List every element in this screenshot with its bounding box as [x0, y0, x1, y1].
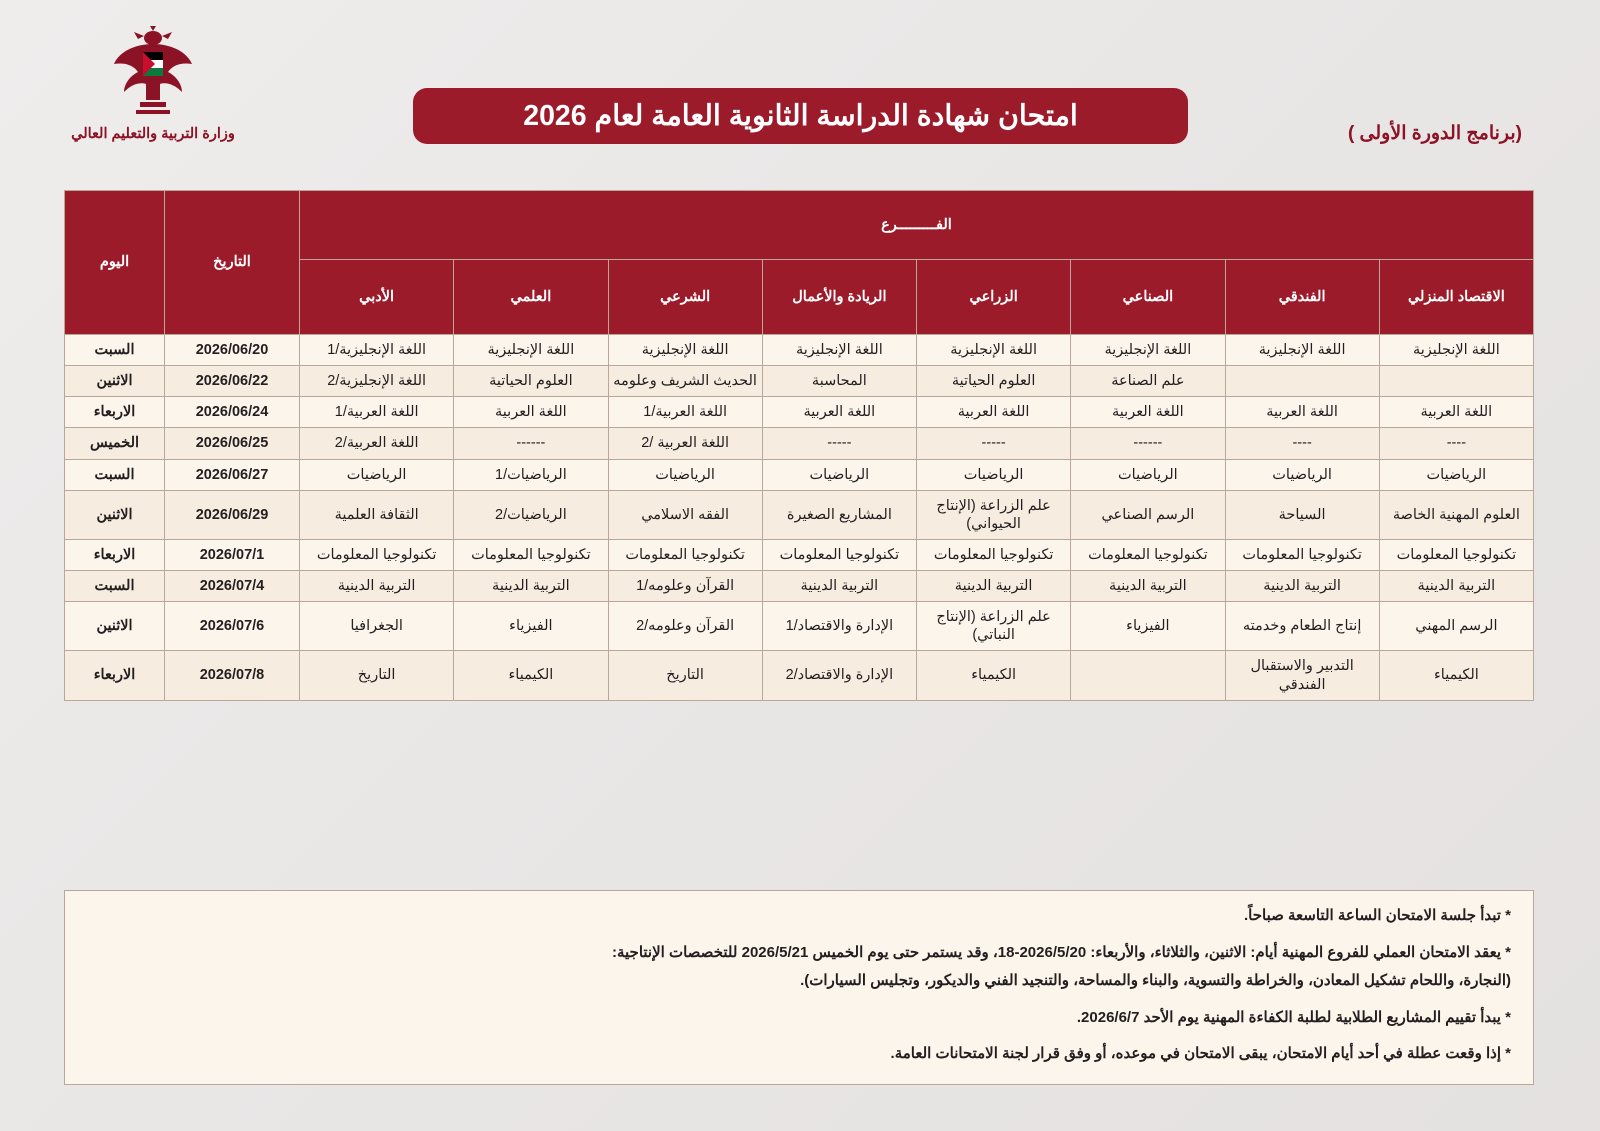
- cell-subject: القرآن وعلومه/1: [608, 571, 762, 602]
- cell-subject: التربية الدينية: [1225, 571, 1379, 602]
- cell-subject: الرياضيات: [917, 459, 1071, 490]
- note-line: * يبدأ تقييم المشاريع الطلابية لطلبة الكفاءة المهنية يوم الأحد 2026/6/7.: [1076, 1008, 1511, 1026]
- cell-subject: الرياضيات: [1225, 459, 1379, 490]
- branch-group-header: الفـــــــــرع: [300, 191, 1534, 260]
- cell-subject: اللغة العربية: [454, 397, 608, 428]
- table-row: [65, 490, 1534, 539]
- cell-subject: الإدارة والاقتصاد/2: [762, 651, 916, 700]
- round-label: (برنامج الدورة الأولى ): [1347, 123, 1522, 144]
- cell-subject: اللغة العربية: [762, 397, 916, 428]
- cell-subject: الرياضيات: [608, 459, 762, 490]
- day-column-header: اليوم: [65, 191, 165, 335]
- table-row: [65, 428, 1534, 459]
- cell-date: 2026/06/22: [165, 366, 300, 397]
- branch-header-entrepreneurship: الريادة والأعمال: [762, 260, 916, 335]
- cell-subject: التربية الدينية: [300, 571, 454, 602]
- cell-subject: اللغة الإنجليزية: [608, 335, 762, 366]
- cell-subject: الثقافة العلمية: [300, 490, 454, 539]
- document-header: [0, 0, 1600, 180]
- cell-subject: اللغة العربية/1: [608, 397, 762, 428]
- cell-subject: تكنولوجيا المعلومات: [762, 539, 916, 570]
- ministry-name: وزارة التربية والتعليم العالي: [71, 126, 235, 142]
- cell-subject: [1225, 366, 1379, 397]
- cell-subject: تكنولوجيا المعلومات: [917, 539, 1071, 570]
- table-row: [65, 602, 1534, 651]
- cell-subject: الفيزياء: [454, 602, 608, 651]
- ministry-block: [18, 22, 288, 142]
- cell-subject: اللغة العربية/2: [300, 428, 454, 459]
- cell-subject: السياحة: [1225, 490, 1379, 539]
- table-row: [65, 459, 1534, 490]
- cell-subject: الرياضيات: [1071, 459, 1225, 490]
- table-body: [65, 335, 1534, 701]
- cell-subject: التربية الدينية: [917, 571, 1071, 602]
- cell-subject: الرسم الصناعي: [1071, 490, 1225, 539]
- cell-subject: الرياضيات/1: [454, 459, 608, 490]
- cell-day: الاثنين: [65, 602, 165, 651]
- cell-subject: العلوم الحياتية: [454, 366, 608, 397]
- cell-subject: ------: [1071, 428, 1225, 459]
- cell-subject: العلوم الحياتية: [917, 366, 1071, 397]
- cell-subject: ------: [454, 428, 608, 459]
- cell-subject: المشاريع الصغيرة: [762, 490, 916, 539]
- branch-header-home-economics: الاقتصاد المنزلي: [1379, 260, 1533, 335]
- cell-subject: الكيمياء: [917, 651, 1071, 700]
- cell-subject: الرسم المهني: [1379, 602, 1533, 651]
- table-header-row-main: [65, 191, 1534, 260]
- cell-day: السبت: [65, 459, 165, 490]
- cell-day: الخميس: [65, 428, 165, 459]
- cell-subject: علم الزراعة (الإنتاج النباتي): [917, 602, 1071, 651]
- cell-subject: الحديث الشريف وعلومه: [608, 366, 762, 397]
- cell-subject: القرآن وعلومه/2: [608, 602, 762, 651]
- cell-subject: الرياضيات/2: [454, 490, 608, 539]
- cell-subject: الكيمياء: [1379, 651, 1533, 700]
- branch-header-literary: الأدبي: [300, 260, 454, 335]
- cell-subject: العلوم المهنية الخاصة: [1379, 490, 1533, 539]
- page-title: امتحان شهادة الدراسة الثانوية العامة لعام 2026: [523, 100, 1078, 132]
- branch-header-industrial: الصناعي: [1071, 260, 1225, 335]
- cell-subject: إنتاج الطعام وخدمته: [1225, 602, 1379, 651]
- cell-day: الاربعاء: [65, 651, 165, 700]
- cell-subject: اللغة الإنجليزية: [1225, 335, 1379, 366]
- cell-date: 2026/07/6: [165, 602, 300, 651]
- cell-subject: [1071, 651, 1225, 700]
- notes-box: [64, 890, 1534, 1085]
- cell-subject: اللغة العربية/1: [300, 397, 454, 428]
- cell-subject: علم الصناعة: [1071, 366, 1225, 397]
- cell-day: السبت: [65, 335, 165, 366]
- document-title-banner: [413, 88, 1188, 144]
- table-row: [65, 571, 1534, 602]
- cell-subject: التربية الدينية: [1071, 571, 1225, 602]
- cell-subject: تكنولوجيا المعلومات: [1379, 539, 1533, 570]
- cell-day: السبت: [65, 571, 165, 602]
- cell-subject: اللغة العربية: [1379, 397, 1533, 428]
- date-column-header: التاريخ: [165, 191, 300, 335]
- cell-subject: التاريخ: [300, 651, 454, 700]
- cell-subject: المحاسبة: [762, 366, 916, 397]
- cell-subject: اللغة العربية /2: [608, 428, 762, 459]
- cell-date: 2026/06/25: [165, 428, 300, 459]
- cell-subject: تكنولوجيا المعلومات: [608, 539, 762, 570]
- cell-subject: اللغة الإنجليزية: [1071, 335, 1225, 366]
- branch-header-hotel: الفندقي: [1225, 260, 1379, 335]
- cell-subject: ----: [1225, 428, 1379, 459]
- cell-date: 2026/07/1: [165, 539, 300, 570]
- cell-subject: الفقه الاسلامي: [608, 490, 762, 539]
- cell-subject: الرياضيات: [762, 459, 916, 490]
- cell-subject: التدبير والاستقبال الفندقي: [1225, 651, 1379, 700]
- branch-header-sharia: الشرعي: [608, 260, 762, 335]
- branch-header-scientific: العلمي: [454, 260, 608, 335]
- cell-subject: تكنولوجيا المعلومات: [1071, 539, 1225, 570]
- cell-subject: -----: [917, 428, 1071, 459]
- cell-subject: اللغة الإنجليزية: [917, 335, 1071, 366]
- exam-schedule-table-wrap: [64, 190, 1534, 701]
- table-row: [65, 335, 1534, 366]
- cell-subject: التاريخ: [608, 651, 762, 700]
- table-row: [65, 539, 1534, 570]
- cell-subject: الكيمياء: [454, 651, 608, 700]
- cell-subject: ----: [1379, 428, 1533, 459]
- table-row: [65, 366, 1534, 397]
- cell-subject: التربية الدينية: [454, 571, 608, 602]
- cell-subject: تكنولوجيا المعلومات: [1225, 539, 1379, 570]
- cell-subject: الجغرافيا: [300, 602, 454, 651]
- cell-subject: تكنولوجيا المعلومات: [300, 539, 454, 570]
- cell-subject: اللغة الإنجليزية/1: [300, 335, 454, 366]
- cell-day: الاربعاء: [65, 539, 165, 570]
- cell-date: 2026/06/27: [165, 459, 300, 490]
- cell-subject: -----: [762, 428, 916, 459]
- cell-day: الاثنين: [65, 490, 165, 539]
- cell-subject: تكنولوجيا المعلومات: [454, 539, 608, 570]
- cell-day: الاربعاء: [65, 397, 165, 428]
- cell-subject: الرياضيات: [1379, 459, 1533, 490]
- cell-subject: الفيزياء: [1071, 602, 1225, 651]
- cell-day: الاثنين: [65, 366, 165, 397]
- cell-date: 2026/06/29: [165, 490, 300, 539]
- table-row: [65, 397, 1534, 428]
- note-line: (النجارة، واللحام تشكيل المعادن، والخراطة والتسوية، والبناء والمساحة، والتنجيد الفني والديكور، وتجليس السيارات).: [800, 972, 1511, 989]
- note-line: * إذا وقعت عطلة في أحد أيام الامتحان، يبقى الامتحان في موعده، أو وفق قرار لجنة الامتحانات العامة.: [890, 1045, 1511, 1062]
- branch-header-agricultural: الزراعي: [917, 260, 1071, 335]
- palestine-eagle-crest-icon: [110, 22, 196, 122]
- cell-date: 2026/06/20: [165, 335, 300, 366]
- cell-subject: اللغة الإنجليزية/2: [300, 366, 454, 397]
- cell-subject: التربية الدينية: [762, 571, 916, 602]
- cell-subject: اللغة العربية: [1225, 397, 1379, 428]
- cell-date: 2026/07/8: [165, 651, 300, 700]
- cell-subject: الرياضيات: [300, 459, 454, 490]
- cell-subject: التربية الدينية: [1379, 571, 1533, 602]
- note-line: * يعقد الامتحان العملي للفروع المهنية أيام: الاثنين، والثلاثاء، والأربعاء: 2026/5/20-18، وقد يستمر حتى يوم الخميس 2026/5/21 للتخصصات الإنتاجية:: [611, 943, 1511, 961]
- cell-subject: اللغة الإنجليزية: [454, 335, 608, 366]
- cell-subject: اللغة العربية: [917, 397, 1071, 428]
- cell-subject: اللغة الإنجليزية: [762, 335, 916, 366]
- exam-schedule-table: [64, 190, 1534, 701]
- cell-subject: اللغة الإنجليزية: [1379, 335, 1533, 366]
- cell-subject: اللغة العربية: [1071, 397, 1225, 428]
- cell-date: 2026/07/4: [165, 571, 300, 602]
- cell-date: 2026/06/24: [165, 397, 300, 428]
- cell-subject: علم الزراعة (الإنتاج الحيواني): [917, 490, 1071, 539]
- cell-subject: [1379, 366, 1533, 397]
- cell-subject: الإدارة والاقتصاد/1: [762, 602, 916, 651]
- note-line: * تبدأ جلسة الامتحان الساعة التاسعة صباحاً.: [1243, 907, 1511, 924]
- table-row: [65, 651, 1534, 700]
